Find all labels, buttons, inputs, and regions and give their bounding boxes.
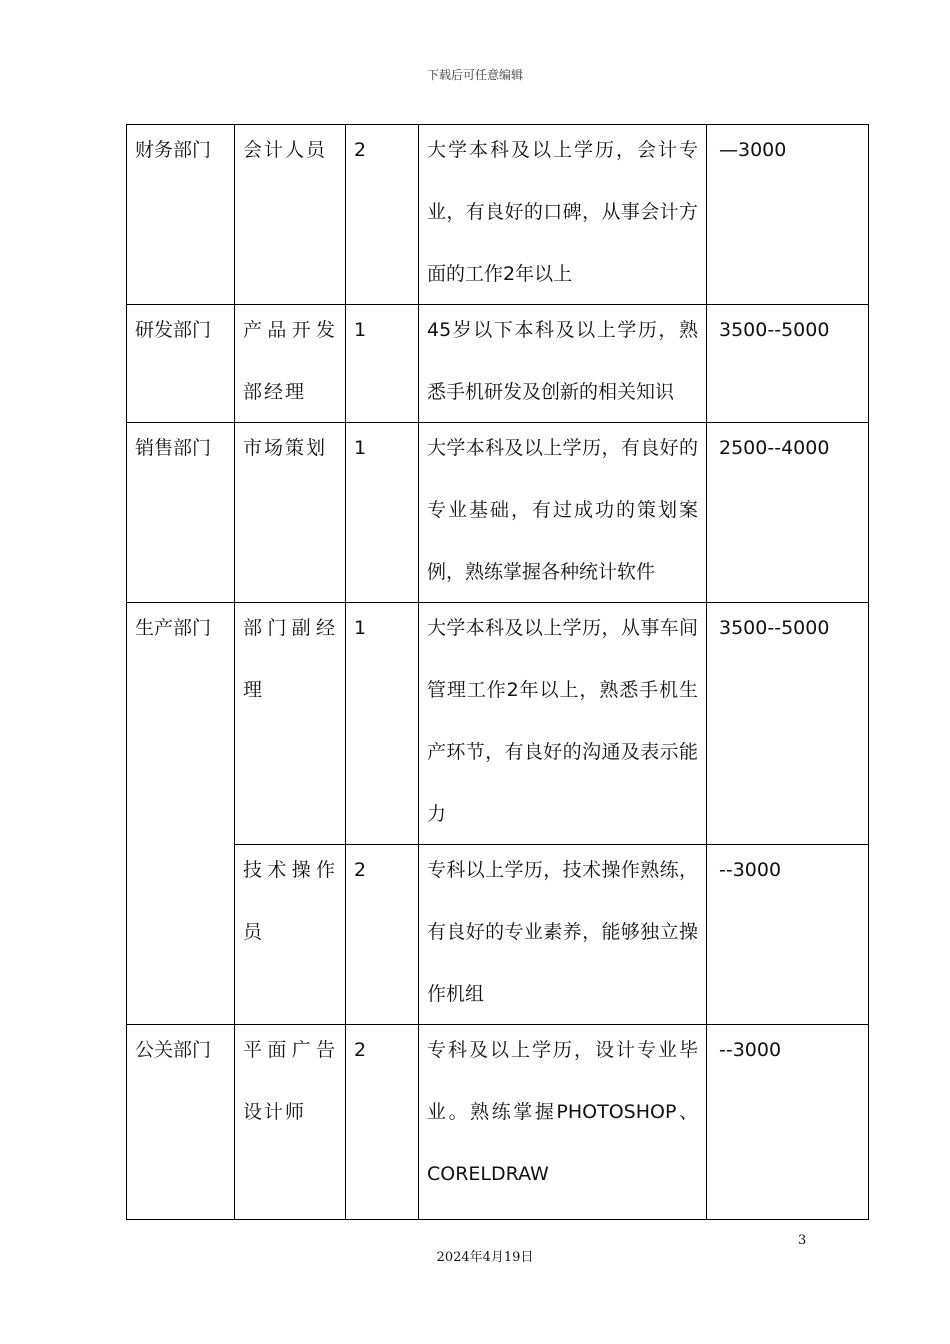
requirement-cell: 45岁以下本科及以上学历，熟悉手机研发及创新的相关知识 (419, 305, 707, 423)
salary-cell: 2500--4000 (707, 423, 869, 603)
requirement-cell: 大学本科及以上学历，有良好的专业基础，有过成功的策划案例，熟练掌握各种统计软件 (419, 423, 707, 603)
table-row (127, 1025, 869, 1220)
header-note: 下载后可任意编辑 (426, 68, 523, 82)
recruitment-table (126, 124, 869, 1220)
salary-cell: —3000 (707, 125, 869, 305)
table-row (127, 845, 869, 1025)
position-cell: 会计人员 (235, 125, 346, 305)
dept-cell: 研发部门 (127, 305, 235, 423)
count-cell: 2 (346, 1025, 419, 1220)
position-cell: 平面广告设计师 (235, 1025, 346, 1220)
page-number: 3 (798, 1233, 807, 1248)
count-cell: 2 (346, 845, 419, 1025)
salary-cell: --3000 (707, 845, 869, 1025)
position-cell: 市场策划 (235, 423, 346, 603)
count-cell: 1 (346, 423, 419, 603)
salary-cell: 3500--5000 (707, 603, 869, 845)
salary-cell: 3500--5000 (707, 305, 869, 423)
table-row (127, 125, 869, 305)
table-row (127, 603, 869, 845)
position-cell: 技术操作员 (235, 845, 346, 1025)
requirement-cell: 大学本科及以上学历，从事车间管理工作2年以上，熟悉手机生产环节，有良好的沟通及表示能力 (419, 603, 707, 845)
requirement-cell: 专科以上学历，技术操作熟练，有良好的专业素养，能够独立操作机组 (419, 845, 707, 1025)
footer-date: 2024年4月19日 (436, 1250, 534, 1265)
count-cell: 1 (346, 305, 419, 423)
count-cell: 1 (346, 603, 419, 845)
position-cell: 产品开发部经理 (235, 305, 346, 423)
salary-cell: --3000 (707, 1025, 869, 1220)
dept-cell: 销售部门 (127, 423, 235, 603)
count-cell: 2 (346, 125, 419, 305)
dept-cell: 公关部门 (127, 1025, 235, 1220)
dept-cell: 财务部门 (127, 125, 235, 305)
requirement-cell: 专科及以上学历，设计专业毕业。熟练掌握PHOTOSHOP、CORELDRAW (419, 1025, 707, 1220)
table-row (127, 305, 869, 423)
dept-cell: 生产部门 (127, 603, 235, 1025)
position-cell: 部门副经理 (235, 603, 346, 845)
requirement-cell: 大学本科及以上学历，会计专业，有良好的口碑，从事会计方面的工作2年以上 (419, 125, 707, 305)
table-row (127, 423, 869, 603)
